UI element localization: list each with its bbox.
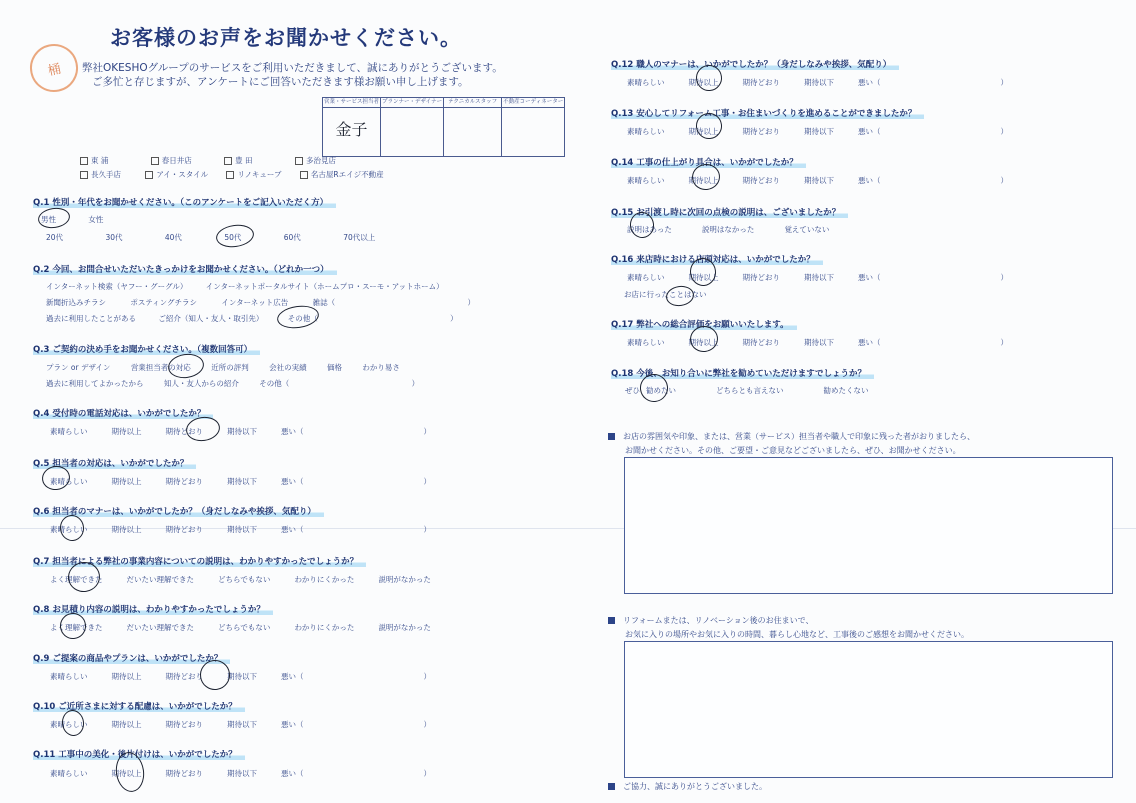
option[interactable]: 素晴らしい [627,338,665,347]
staff-signature-cell[interactable] [323,108,381,157]
q1-age-options [46,232,375,243]
question-18: Q.18 今後、お知り合いに弊社を勧めていただけますでしょうか？ [611,367,874,379]
checkbox[interactable] [145,171,153,179]
q4-rating-options: 素晴らしい 期待以上 期待どおり 期待以下 悪い（ ） [50,427,431,436]
option[interactable]: 期待以下 [804,78,834,87]
question-13: Q.13 安心してリフォーム工事・お住まいづくりを進めることができましたか？ [611,107,924,119]
option[interactable]: 素晴らしい [50,720,88,729]
option[interactable]: 説明がなかった [378,575,431,584]
handwritten-answer-circle [37,206,71,230]
checkbox[interactable] [80,157,88,165]
option[interactable]: 期待どおり [742,127,780,136]
option[interactable]: 期待以上 [111,477,142,486]
q7-options [50,574,431,585]
option[interactable]: わかりにくかった [294,623,355,632]
checkbox[interactable] [80,171,88,179]
option[interactable]: 期待以上 [688,338,719,347]
q10-rating-options: 素晴らしい 期待以上 期待どおり 期待以下 悪い（ ） [50,720,431,729]
option[interactable]: 期待以下 [227,720,257,729]
q2-options-line-1 [46,281,444,292]
staff-header-planner: プランナー・デザイナー [381,98,444,108]
question-6: Q.6 担当者のマナーは、いかがでしたか？（身だしなみや挨拶、気配り） [33,505,324,517]
question-17: Q.17 弊社への総合評価をお願いいたします。 [611,318,797,330]
option[interactable]: 勧めたくない [823,386,869,395]
option[interactable]: その他（ [259,379,290,388]
question-16: Q.16 来店時における店頭対応は、いかがでしたか？ [611,253,823,265]
option[interactable]: 説明はあった [627,225,672,234]
option[interactable]: 期待以上 [111,427,142,436]
square-bullet-icon [608,617,615,624]
realestate-signature-cell[interactable] [502,108,565,157]
q3-options-line-2: 過去に利用してよかったから 知人・友人からの紹介 その他（ ） [46,379,420,388]
question-11: Q.11 工事中の美化・後片付けは、いかがでしたか？ [33,748,245,760]
staff-header-realestate: 不動産コーディネーター [502,98,565,108]
option[interactable]: 近所の評判 [211,363,249,372]
option[interactable]: 男性 [41,215,56,224]
option[interactable]: 説明はなかった [701,225,755,234]
square-bullet-icon [608,433,615,440]
q13-rating-options: 素晴らしい 期待以上 期待どおり 期待以下 悪い（ ） [627,127,1008,136]
question-15: Q.15 お引渡し時に次回の点検の説明は、ございましたか？ [611,206,848,218]
option[interactable]: 勧めたい [646,386,676,395]
question-7: Q.7 担当者による弊社の事業内容についての説明は、わかりやすかったでしょうか？ [33,555,366,567]
option[interactable]: プラン or デザイン [46,363,111,372]
intro-line-2: ご多忙と存じますが、アンケートにご回答いただきます様お願い申し上げます。 [92,76,469,88]
thanks-message: ご協力、誠にありがとうございました。 [608,781,767,792]
option[interactable]: 悪い（ [281,427,304,436]
q2-options-line-3: 過去に利用したことがある ご紹介（知人・友人・取引先） その他（ ） [46,314,458,323]
staff-header-sales: 営業・サービス担当者 [323,98,381,108]
q2-options-line-2: 新聞折込みチラシ ポスティングチラシ インターネット広告 雑誌（ ） [46,298,475,307]
option[interactable]: 20代 [46,233,64,242]
option[interactable]: 期待以上 [111,720,142,729]
store-row-2: 長久手店 アイ・スタイル リノキューブ 名古屋Rエイジ不動産 [80,169,384,180]
q17-rating-options: 素晴らしい 期待以上 期待どおり 期待以下 悪い（ ） [627,338,1008,347]
option[interactable]: 悪い（ [858,127,881,136]
question-4: Q.4 受付時の電話対応は、いかがでしたか？ [33,407,213,419]
option[interactable]: ポスティングチラシ [130,298,197,307]
option[interactable]: 素晴らしい [627,78,665,87]
option[interactable]: 雑誌（ [312,298,336,307]
planner-signature-cell[interactable] [381,108,444,157]
option[interactable]: 新聞折込みチラシ [46,298,106,307]
q12-rating-options: 素晴らしい 期待以上 期待どおり 期待以下 悪い（ ） [627,78,1008,87]
option[interactable]: 期待以上 [688,78,719,87]
option[interactable]: 期待以下 [804,127,834,136]
option[interactable]: 40代 [164,233,182,242]
question-14: Q.14 工事の仕上がり具合は、いかがでしたか？ [611,156,806,168]
option[interactable]: 説明がなかった [378,623,431,632]
q6-rating-options: 素晴らしい 期待以上 期待どおり 期待以下 悪い（ ） [50,525,431,534]
q15-options [627,224,829,235]
option[interactable]: だいたい理解できた [126,575,194,584]
option[interactable]: 期待どおり [165,477,203,486]
comment-1-textarea[interactable] [624,457,1113,594]
option[interactable]: だいたい理解できた [126,623,194,632]
comment-1-prompt-line-2: お聞かせください。その他、ご要望・ご意見などございましたら、ぜひ、お聞かせください。 [625,446,961,455]
question-2: Q.2 今回、お問合せいただいたきっかけをお聞かせください。（どれか一つ） [33,263,337,275]
question-12: Q.12 職人のマナーは、いかがでしたか？（身だしなみや挨拶、気配り） [611,58,899,70]
q16-no-visit-option[interactable]: お店に行ったことはない [624,290,707,299]
option[interactable]: 会社の実績 [269,363,307,372]
option[interactable]: ご紹介（知人・友人・取引先） [158,314,264,323]
option[interactable]: 過去に利用してよかったから [46,379,144,388]
option[interactable]: 営業担当者の対応 [130,363,191,372]
option[interactable]: 期待どおり [742,176,780,185]
option[interactable]: その他（ [287,314,318,323]
handwritten-answer-circle [58,513,85,542]
option[interactable]: わかりにくかった [294,575,355,584]
option[interactable]: 価格 [326,363,342,372]
option[interactable]: 期待どおり [742,338,780,347]
option[interactable]: 期待以上 [688,176,719,185]
option[interactable]: 期待以上 [111,672,142,681]
question-8: Q.8 お見積り内容の説明は、わかりやすかったでしょうか？ [33,603,273,615]
option[interactable]: 悪い（ [281,477,304,486]
checkbox[interactable] [224,157,232,165]
q16-rating-options: 素晴らしい 期待以上 期待どおり 期待以下 悪い（ ） [627,273,1008,282]
handwritten-answer-circle [167,352,206,381]
comment-2-textarea[interactable] [624,641,1113,778]
option[interactable]: 素晴らしい [627,176,665,185]
option[interactable]: 悪い（ [281,769,304,778]
staff-signature-table [322,97,565,157]
option[interactable]: 期待どおり [165,525,203,534]
square-bullet-icon [608,783,615,790]
option[interactable]: 期待どおり [165,769,203,778]
option[interactable]: インターネット検索（ヤフー・グーグル） [46,282,188,291]
handwritten-answer-circle [184,415,221,443]
question-10: Q.10 ご近所さまに対する配慮は、いかがでしたか？ [33,700,245,712]
option[interactable]: 期待どおり [165,672,203,681]
option[interactable]: 素晴らしい [50,525,88,534]
checkbox[interactable] [226,171,234,179]
option[interactable]: 素晴らしい [627,273,665,282]
question-5: Q.5 担当者の対応は、いかがでしたか？ [33,457,196,469]
checkbox[interactable] [151,157,159,165]
survey-title: お客様のお声をお聞かせください。 [110,26,462,50]
option[interactable]: 覚えていない [784,225,830,234]
handwritten-answer-circle [60,709,85,738]
option[interactable]: どちらでもない [218,623,271,632]
option[interactable]: 悪い（ [281,720,304,729]
option[interactable]: ぜひ [625,386,640,395]
question-9: Q.9 ご提案の商品やプランは、いかがでしたか？ [33,652,230,664]
option[interactable]: 期待どおり [742,273,780,282]
option[interactable]: 悪い（ [858,78,881,87]
option[interactable]: 期待どおり [742,78,780,87]
option[interactable]: 期待以下 [227,477,257,486]
option[interactable]: わかり易さ [362,363,400,372]
handwritten-signature: 金子 [335,120,368,139]
option[interactable]: 50代 [224,233,242,242]
option[interactable]: 60代 [283,233,301,242]
handwritten-answer-circle [58,611,87,640]
option[interactable]: 期待以上 [688,127,719,136]
option[interactable]: 素晴らしい [50,672,88,681]
option[interactable]: 期待以下 [804,273,834,282]
comment-1-prompt-line-1: お店の雰囲気や印象、または、営業（サービス）担当者や職人で印象に残った者がおりましたら、 [608,431,975,442]
q5-rating-options: 素晴らしい 期待以上 期待どおり 期待以下 悪い（ ） [50,477,431,486]
option[interactable]: 期待以上 [688,273,719,282]
option[interactable]: 期待以下 [227,672,257,681]
option[interactable]: よく理解できた [50,623,103,632]
option[interactable]: 悪い（ [858,176,881,185]
intro-line-1: 弊社OKESHOグループのサービスをご利用いただきまして、誠にありがとうございます。 [82,62,503,74]
option[interactable]: 期待以上 [111,525,142,534]
q8-options [50,622,431,633]
handwritten-answer-circle [665,284,696,308]
checkbox[interactable] [300,171,308,179]
option[interactable]: 過去に利用したことがある [46,314,136,323]
q9-rating-options: 素晴らしい 期待以上 期待どおり 期待以下 悪い（ ） [50,672,431,681]
option[interactable]: 期待以下 [227,525,257,534]
handwritten-answer-circle [215,222,256,249]
q3-options-line-1 [46,362,400,373]
option[interactable]: 期待以上 [111,769,142,778]
staff-header-technical: テクニカルスタッフ [444,98,502,108]
checkbox[interactable] [295,157,303,165]
comment-2-prompt-line-2: お気に入りの場所やお気に入りの時間、暮らし心地など、工事後のご感想をお聞かせください。 [625,630,969,639]
question-1: Q.1 性別・年代をお聞かせください。（このアンケートをご記入いただく方） [33,196,336,208]
option[interactable]: 素晴らしい [50,769,88,778]
option[interactable]: よく理解できた [50,575,103,584]
option[interactable]: どちらとも言えない [716,386,784,395]
option[interactable]: どちらでもない [218,575,271,584]
q11-rating-options: 素晴らしい 期待以上 期待どおり 期待以下 悪い（ ） [50,769,431,778]
option[interactable]: 30代 [105,233,123,242]
option[interactable]: 悪い（ [858,273,881,282]
option[interactable]: 70代以上 [343,233,376,242]
q14-rating-options: 素晴らしい 期待以上 期待どおり 期待以下 悪い（ ） [627,176,1008,185]
option[interactable]: 期待どおり [165,720,203,729]
option[interactable]: 素晴らしい [50,477,88,486]
option[interactable]: 悪い（ [281,525,304,534]
option[interactable]: 期待以下 [227,769,257,778]
option[interactable]: インターネット広告 [221,298,289,307]
comment-2-prompt-line-1: リフォームまたは、リノベーション後のお住まいで、 [608,615,813,626]
option[interactable]: 素晴らしい [50,427,88,436]
option[interactable]: 悪い（ [858,338,881,347]
technical-signature-cell[interactable] [444,108,502,157]
company-seal-stamp: 桶 [26,40,83,97]
option[interactable]: 素晴らしい [627,127,665,136]
option[interactable]: 知人・友人からの紹介 [163,379,239,388]
option[interactable]: 悪い（ [281,672,304,681]
question-3: Q.3 ご契約の決め手をお聞かせください。（複数回答可） [33,343,260,355]
store-row-1: 東 浦 春日井店 豊 田 多治見店 [80,155,336,166]
option[interactable]: 女性 [88,215,104,224]
option[interactable]: 期待以下 [804,176,834,185]
option[interactable]: 期待どおり [165,427,203,436]
option[interactable]: インターネットポータルサイト（ホームプロ・スーモ・アットホーム） [205,282,444,291]
option[interactable]: 期待以下 [227,427,257,436]
option[interactable]: 期待以下 [804,338,834,347]
